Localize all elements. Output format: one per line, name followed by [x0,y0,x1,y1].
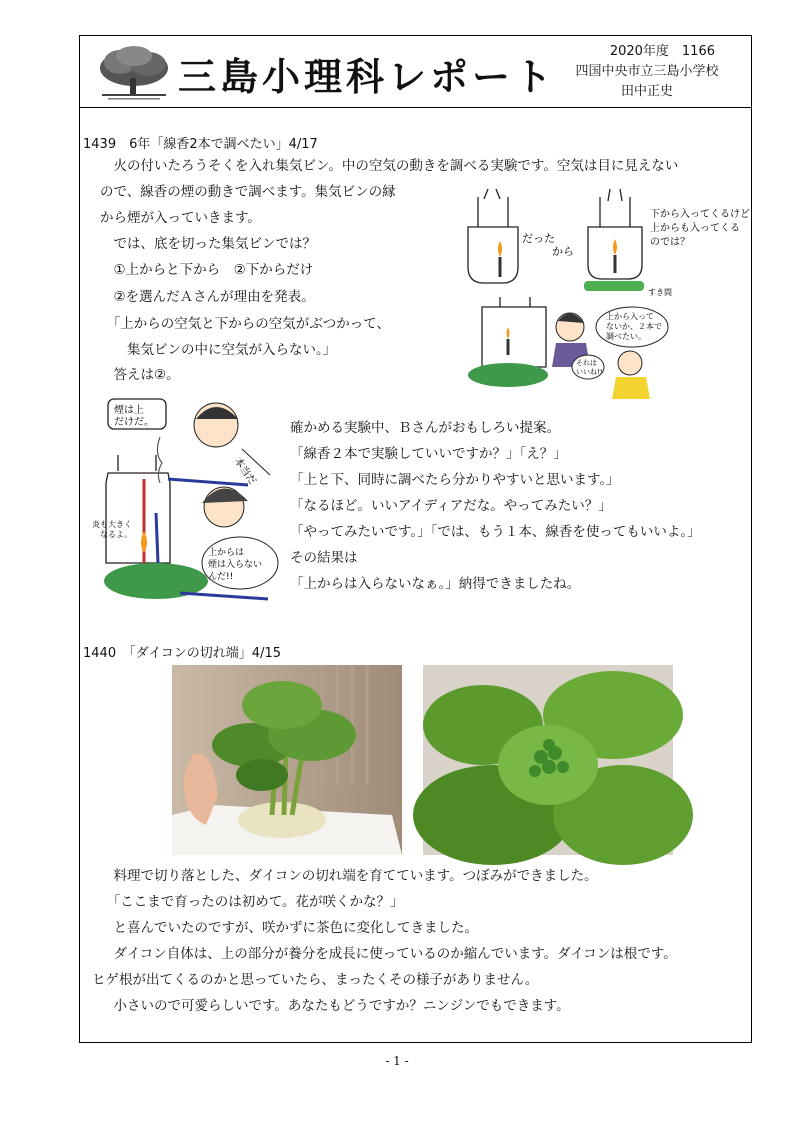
intro-line: 「上からの空気と下からの空気がぶつかって、 [100,316,390,332]
svg-text:から: から [552,245,574,258]
svg-text:ないか、２本で: ないか、２本で [606,322,662,331]
svg-text:のでは？: のでは？ [650,237,690,248]
intro-line: 答えは②。 [100,367,180,383]
dialogue-line: その結果は [290,550,358,566]
intro-line: では、底を切った集気ビンでは？ [100,236,316,252]
ill2-label-surprise: 本当だ [231,455,258,487]
daikon-photo-1 [172,665,402,855]
svg-text:煙は入らない: 煙は入らない [208,560,263,570]
body-line: 料理で切り落とした、ダイコンの切れ端を育てています。つぼみができました。 [100,868,598,884]
school-name: 四国中央市立三島小学校 [575,64,719,79]
ill2-label-flame: 炎も大きく [92,520,132,529]
tree-logo-icon [94,42,172,102]
year-number: 2020年度 1166 [609,44,715,59]
intro-line: 集気ビンの中に空気が入らない。」 [100,342,337,358]
svg-text:なるよ。: なるよ。 [100,530,132,539]
svg-text:んだ!!: んだ!! [208,572,234,582]
header-meta [557,42,737,102]
body-line: 小さいので可愛らしいです。あなたもどうですか？ニンジンでもできます。 [100,998,570,1014]
intro-line: ②を選んだＡさんが理由を発表。 [100,289,315,305]
intro-line: ので、線香の煙の動きで調べます。集気ビンの縁 [100,184,396,200]
dialogue-line: 「上からは入らないなぁ。」納得できましたね。 [290,576,581,592]
svg-text:調べたい。: 調べたい。 [606,332,646,341]
ill1-bubble1: 上から入って [606,312,654,321]
section2-heading: 1440 「ダイコンの切れ端」4/15 [83,646,281,661]
experiment-illustration-2 [92,393,280,615]
dialogue-line: 「なるほど。いいアイディアだな。やってみたい？」 [290,498,612,514]
ill1-label-gap: すき間 [648,288,672,297]
header [80,36,751,108]
body-line: ダイコン自体は、上の部分が養分を成長に使っているのか縮んでいます。ダイコンは根です。 [100,946,677,962]
ill1-label-left: だった [522,232,555,245]
experiment-illustration-1 [460,187,750,402]
dialogue-line: 「線香２本で実験していいですか？」「え？」 [290,446,567,462]
page-number: - 1 - [385,1054,409,1068]
intro-line: から煙が入っていきます。 [100,210,261,226]
dialogue-line: 「上と下、同時に調べたら分かりやすいと思います。」 [290,472,620,488]
dialogue-line: 確かめる実験中、Ｂさんがおもしろい提案。 [290,420,560,436]
body-line: 「ここまで育ったのは初めて。花が咲くかな？」 [100,894,404,910]
svg-text:だけだ。: だけだ。 [114,417,154,428]
author-name: 田中正史 [620,84,673,99]
body-line: と喜んでいたのですが、咲かずに茶色に変化してきました。 [100,920,478,936]
ill1-bubble2: それは [576,359,597,367]
intro-line: ①上からと下から ②下からだけ [100,262,314,278]
daikon-photo-2 [423,665,673,855]
page-title: 三島小理科レポート [178,55,557,99]
svg-text:いいね!!: いいね!! [576,368,603,376]
ill2-label-smoke: 煙は上 [114,405,144,416]
ill2-bubble: 上からは [208,548,245,558]
ill2-label-clay: ねん土 [118,599,148,610]
svg-text:上からも入ってくる: 上からも入ってくる [650,223,740,234]
section1-heading: 1439 6年「線香2本で調べたい」4/17 [83,137,318,152]
intro-line: 火の付いたろうそくを入れ集気ビン。中の空気の動きを調べる実験です。空気は目に見えない [100,158,679,174]
body-line: ヒゲ根が出てくるのかと思っていたら、まったくその様子がありません。 [92,972,539,988]
dialogue-line: 「やってみたいです。」「では、もう１本、線香を使ってもいいよ。」 [290,524,701,540]
ill1-label-right: 下から入ってくるけど [650,209,750,220]
